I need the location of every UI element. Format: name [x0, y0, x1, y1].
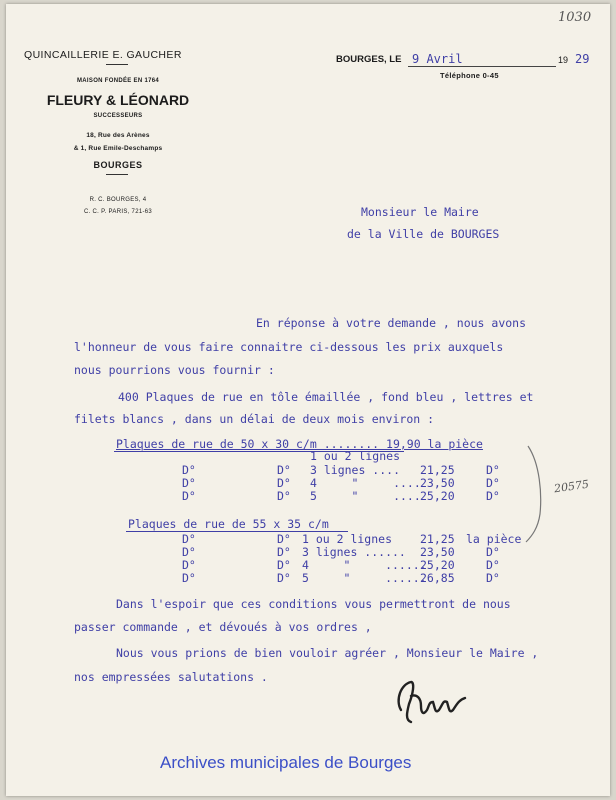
- successors-name: FLEURY & LÉONARD: [46, 92, 190, 108]
- table1-row-3-a: D°: [182, 489, 196, 503]
- table1-row-1-unit: D°: [486, 463, 500, 477]
- address-line-2: & 1, Rue Emile-Deschamps: [73, 145, 163, 152]
- table2-row-2-unit: D°: [486, 545, 500, 559]
- closing-p2-line-2: nos empressées salutations .: [74, 670, 268, 684]
- table1-row-2-unit: D°: [486, 476, 500, 490]
- year-suffix: 29: [575, 52, 590, 66]
- table1-row-2-price: 23,50: [420, 476, 455, 490]
- date-line: [408, 66, 556, 67]
- table1-row-2-a: D°: [182, 476, 196, 490]
- date-day-month: 9 Avril: [412, 52, 463, 66]
- company-name: QUINCAILLERIE E. GAUCHER: [24, 49, 182, 61]
- table1-row-2-lines: 4 " ....: [310, 476, 421, 490]
- archive-number: 1030: [558, 10, 592, 25]
- archive-credit: Archives municipales de Bourges: [160, 753, 412, 772]
- table1-row-1-price: 21,25: [420, 463, 455, 477]
- table2-row-3-a: D°: [182, 558, 196, 572]
- table2-row-1-b: D°: [277, 532, 291, 546]
- table1-row-1-b: D°: [277, 463, 291, 477]
- table2-row-4-unit: D°: [486, 571, 500, 585]
- letterhead-divider: [106, 64, 128, 65]
- table1-row-3-price: 25,20: [420, 489, 455, 503]
- signature: [391, 676, 481, 728]
- letter-page: [6, 4, 610, 796]
- table1-row-3-lines: 5 " ....: [310, 489, 421, 503]
- table2-row-1-a: D°: [182, 532, 196, 546]
- table1-row-3-unit: D°: [486, 489, 500, 503]
- table2-row-4-b: D°: [277, 571, 291, 585]
- table2-row-3-unit: D°: [486, 558, 500, 572]
- table2-row-2-lines: 3 lignes ......: [302, 545, 406, 559]
- body-p2-line-2: filets blancs , dans un délai de deux mois environ :: [74, 412, 435, 426]
- recipient-line-1: Monsieur le Maire: [361, 205, 479, 219]
- telephone: Téléphone 0-45: [440, 71, 499, 80]
- table1-row-1-lines: 3 lignes ....: [310, 463, 401, 477]
- table2-row-3-price: 25,20: [420, 558, 455, 572]
- table1-subtitle: 1 ou 2 lignes: [310, 449, 401, 463]
- table2-row-2-price: 23,50: [420, 545, 455, 559]
- margin-note: 20575: [553, 477, 590, 496]
- body-p1-line-2: l'honneur de vous faire connaitre ci-dessous les prix auxquels: [74, 340, 504, 354]
- table2-row-1-lines: 1 ou 2 lignes: [302, 532, 393, 546]
- ccp-number: C. C. P. PARIS, 721-63: [83, 209, 153, 215]
- table2-row-3-b: D°: [277, 558, 291, 572]
- body-p1-line-3: nous pourrions vous fournir :: [74, 363, 275, 377]
- table2-title: Plaques de rue de 55 x 35 c/m: [128, 517, 329, 531]
- table2-row-2-a: D°: [182, 545, 196, 559]
- city-name: BOURGES: [93, 160, 143, 170]
- closing-p1-line-1: Dans l'espoir que ces conditions vous permettront de nous: [116, 597, 511, 611]
- founded-note: MAISON FONDÉE EN 1764: [77, 78, 159, 84]
- table1-row-1-a: D°: [182, 463, 196, 477]
- table2-row-4-a: D°: [182, 571, 196, 585]
- table2-row-3-lines: 4 " ......: [302, 558, 427, 572]
- successors-label: SUCCESSEURS: [93, 113, 143, 119]
- rc-number: R. C. BOURGES, 4: [89, 197, 147, 203]
- table1-title: Plaques de rue de 50 x 30 c/m ........ 19,90 la pièce: [116, 437, 483, 451]
- body-p2-line-1: 400 Plaques de rue en tôle émaillée , fond bleu , lettres et: [118, 390, 534, 404]
- address-line-1: 18, Rue des Arènes: [86, 132, 150, 139]
- year-prefix: 19: [558, 55, 569, 65]
- table2-row-1-unit: la pièce: [466, 532, 522, 546]
- city-divider: [106, 174, 128, 175]
- closing-p1-line-2: passer commande , et dévoués à vos ordres ,: [74, 620, 372, 634]
- table1-row-2-b: D°: [277, 476, 291, 490]
- body-p1-line-1: En réponse à votre demande , nous avons: [256, 316, 527, 330]
- table2-row-2-b: D°: [277, 545, 291, 559]
- table2-row-4-price: 26,85: [420, 571, 455, 585]
- closing-p2-line-1: Nous vous prions de bien vouloir agréer , Monsieur le Maire ,: [116, 646, 539, 660]
- table1-row-3-b: D°: [277, 489, 291, 503]
- recipient-line-2: de la Ville de BOURGES: [347, 227, 500, 241]
- place-label: BOURGES, LE: [336, 54, 402, 65]
- table2-row-1-price: 21,25: [420, 532, 455, 546]
- margin-bracket-mark: [524, 444, 546, 544]
- table2-row-4-lines: 5 " ......: [302, 571, 427, 585]
